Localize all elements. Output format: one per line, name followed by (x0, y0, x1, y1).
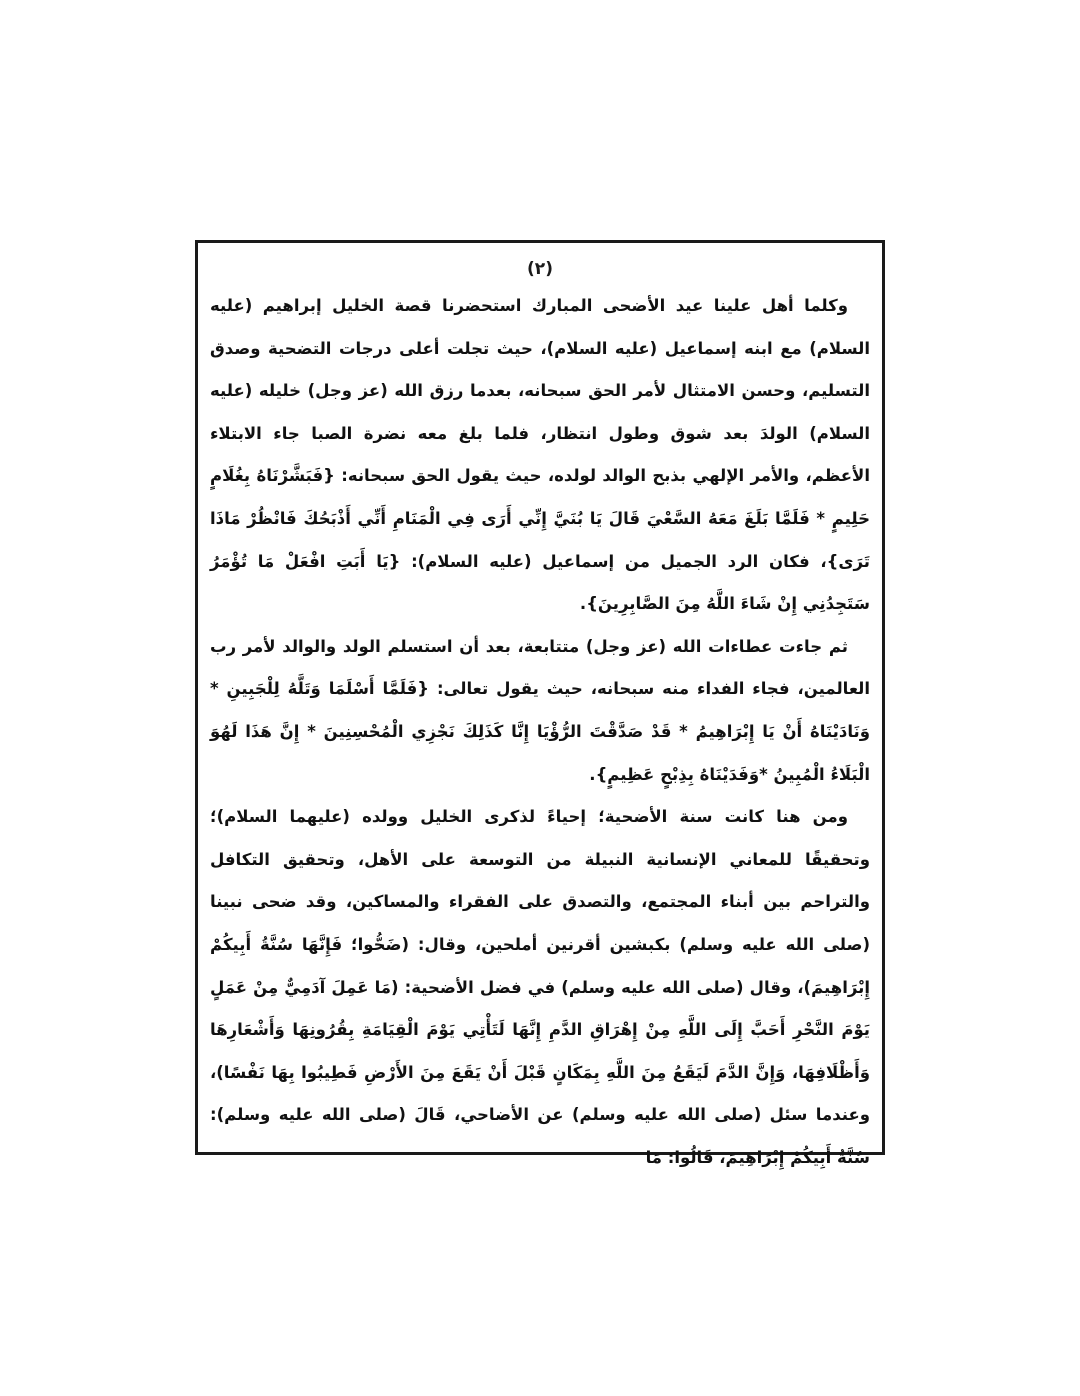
paragraph-2: ثم جاءت عطاءات الله (عز وجل) متتابعة، بعد أن استسلم الولد والوالد لأمر رب العالمين، فجاء الفداء منه سبحانه، حيث يقول تعالى: {فَلَمَّا أَسْلَمَا وَتَلَّهُ لِلْجَبِينِ * وَنَادَيْنَاهُ أَنْ يَا إِبْرَاهِيمُ * قَدْ صَدَّقْتَ الرُّؤْيَا إِنَّا كَذَلِكَ نَجْزِي الْمُحْسِنِينَ * إِنَّ هَذَا لَهُوَ الْبَلَاءُ الْمُبِينُ *وَفَدَيْنَاهُ بِذِبْحٍ عَظِيمٍ}. (210, 636, 870, 784)
page-frame (195, 240, 885, 1167)
paragraph-3: ومن هنا كانت سنة الأضحية؛ إحياءً لذكرى الخليل وولده (عليهما السلام)؛ وتحقيقًا للمعاني الإنسانية النبيلة من التوسعة على الأهل، وتحقيق التكافل والتراحم بين أبناء المجتمع، والتصدق على الفقراء والمساكين، وقد ضحى نبينا (صلى الله عليه وسلم) بكبشين أقرنين أملحين، وقال: (ضَحُّوا؛ فَإِنَّهَا سُنَّةُ أَبِيكُمْ إِبْرَاهِيمَ)، وقال (صلى الله عليه وسلم) في فضل الأضحية: (مَا عَمِلَ آدَمِيٌّ مِنْ عَمَلٍ يَوْمَ النَّحْرِ أَحَبَّ إِلَى اللَّهِ مِنْ إِهْرَاقِ الدَّمِ إِنَّهَا لَتَأْتِي يَوْمَ الْقِيَامَةِ بِقُرُونِهَا وَأَشْعَارِهَا وَأَظْلَافِهَا، وَإِنَّ الدَّمَ لَيَقَعُ مِنَ اللَّهِ بِمَكَانٍ قَبْلَ أَنْ يَقَعَ مِنَ الأَرْضِ فَطِيبُوا بِهَا نَفْسًا)، وعندما سئل (صلى الله عليه وسلم) عن الأضاحي، قَالَ (صلى الله عليه وسلم): سُنَّةُ أَبِيكُمْ إِبْرَاهِيمَ، قَالُوا: مَا (210, 807, 870, 1167)
document-body (210, 285, 870, 1179)
paragraph-1: وكلما أهل علينا عيد الأضحى المبارك استحضرنا قصة الخليل إبراهيم (عليه السلام) مع ابنه إسماعيل (عليه السلام)، حيث تجلت أعلى درجات التضحية وصدق التسليم، وحسن الامتثال لأمر الحق سبحانه، بعدما رزق الله (عز وجل) خليله (عليه السلام) الولدَ بعد شوق وطول انتظار، فلما بلغ معه نضرة الصبا جاء الابتلاء الأعظم، والأمر الإلهي بذبح الوالد لولده، حيث يقول الحق سبحانه: {فَبَشَّرْنَاهُ بِغُلَامٍ حَلِيمٍ * فَلَمَّا بَلَغَ مَعَهُ السَّعْيَ قَالَ يَا بُنَيَّ إِنِّي أَرَى فِي الْمَنَامِ أَنِّي أَذْبَحُكَ فَانْظُرْ مَاذَا تَرَى}، فكان الرد الجميل من إسماعيل (عليه السلام): {يَا أَبَتِ افْعَلْ مَا تُؤْمَرُ سَتَجِدُنِي إِنْ شَاءَ اللَّهُ مِنَ الصَّابِرِينَ}. (210, 296, 870, 614)
page-number: (٢) (527, 259, 553, 279)
